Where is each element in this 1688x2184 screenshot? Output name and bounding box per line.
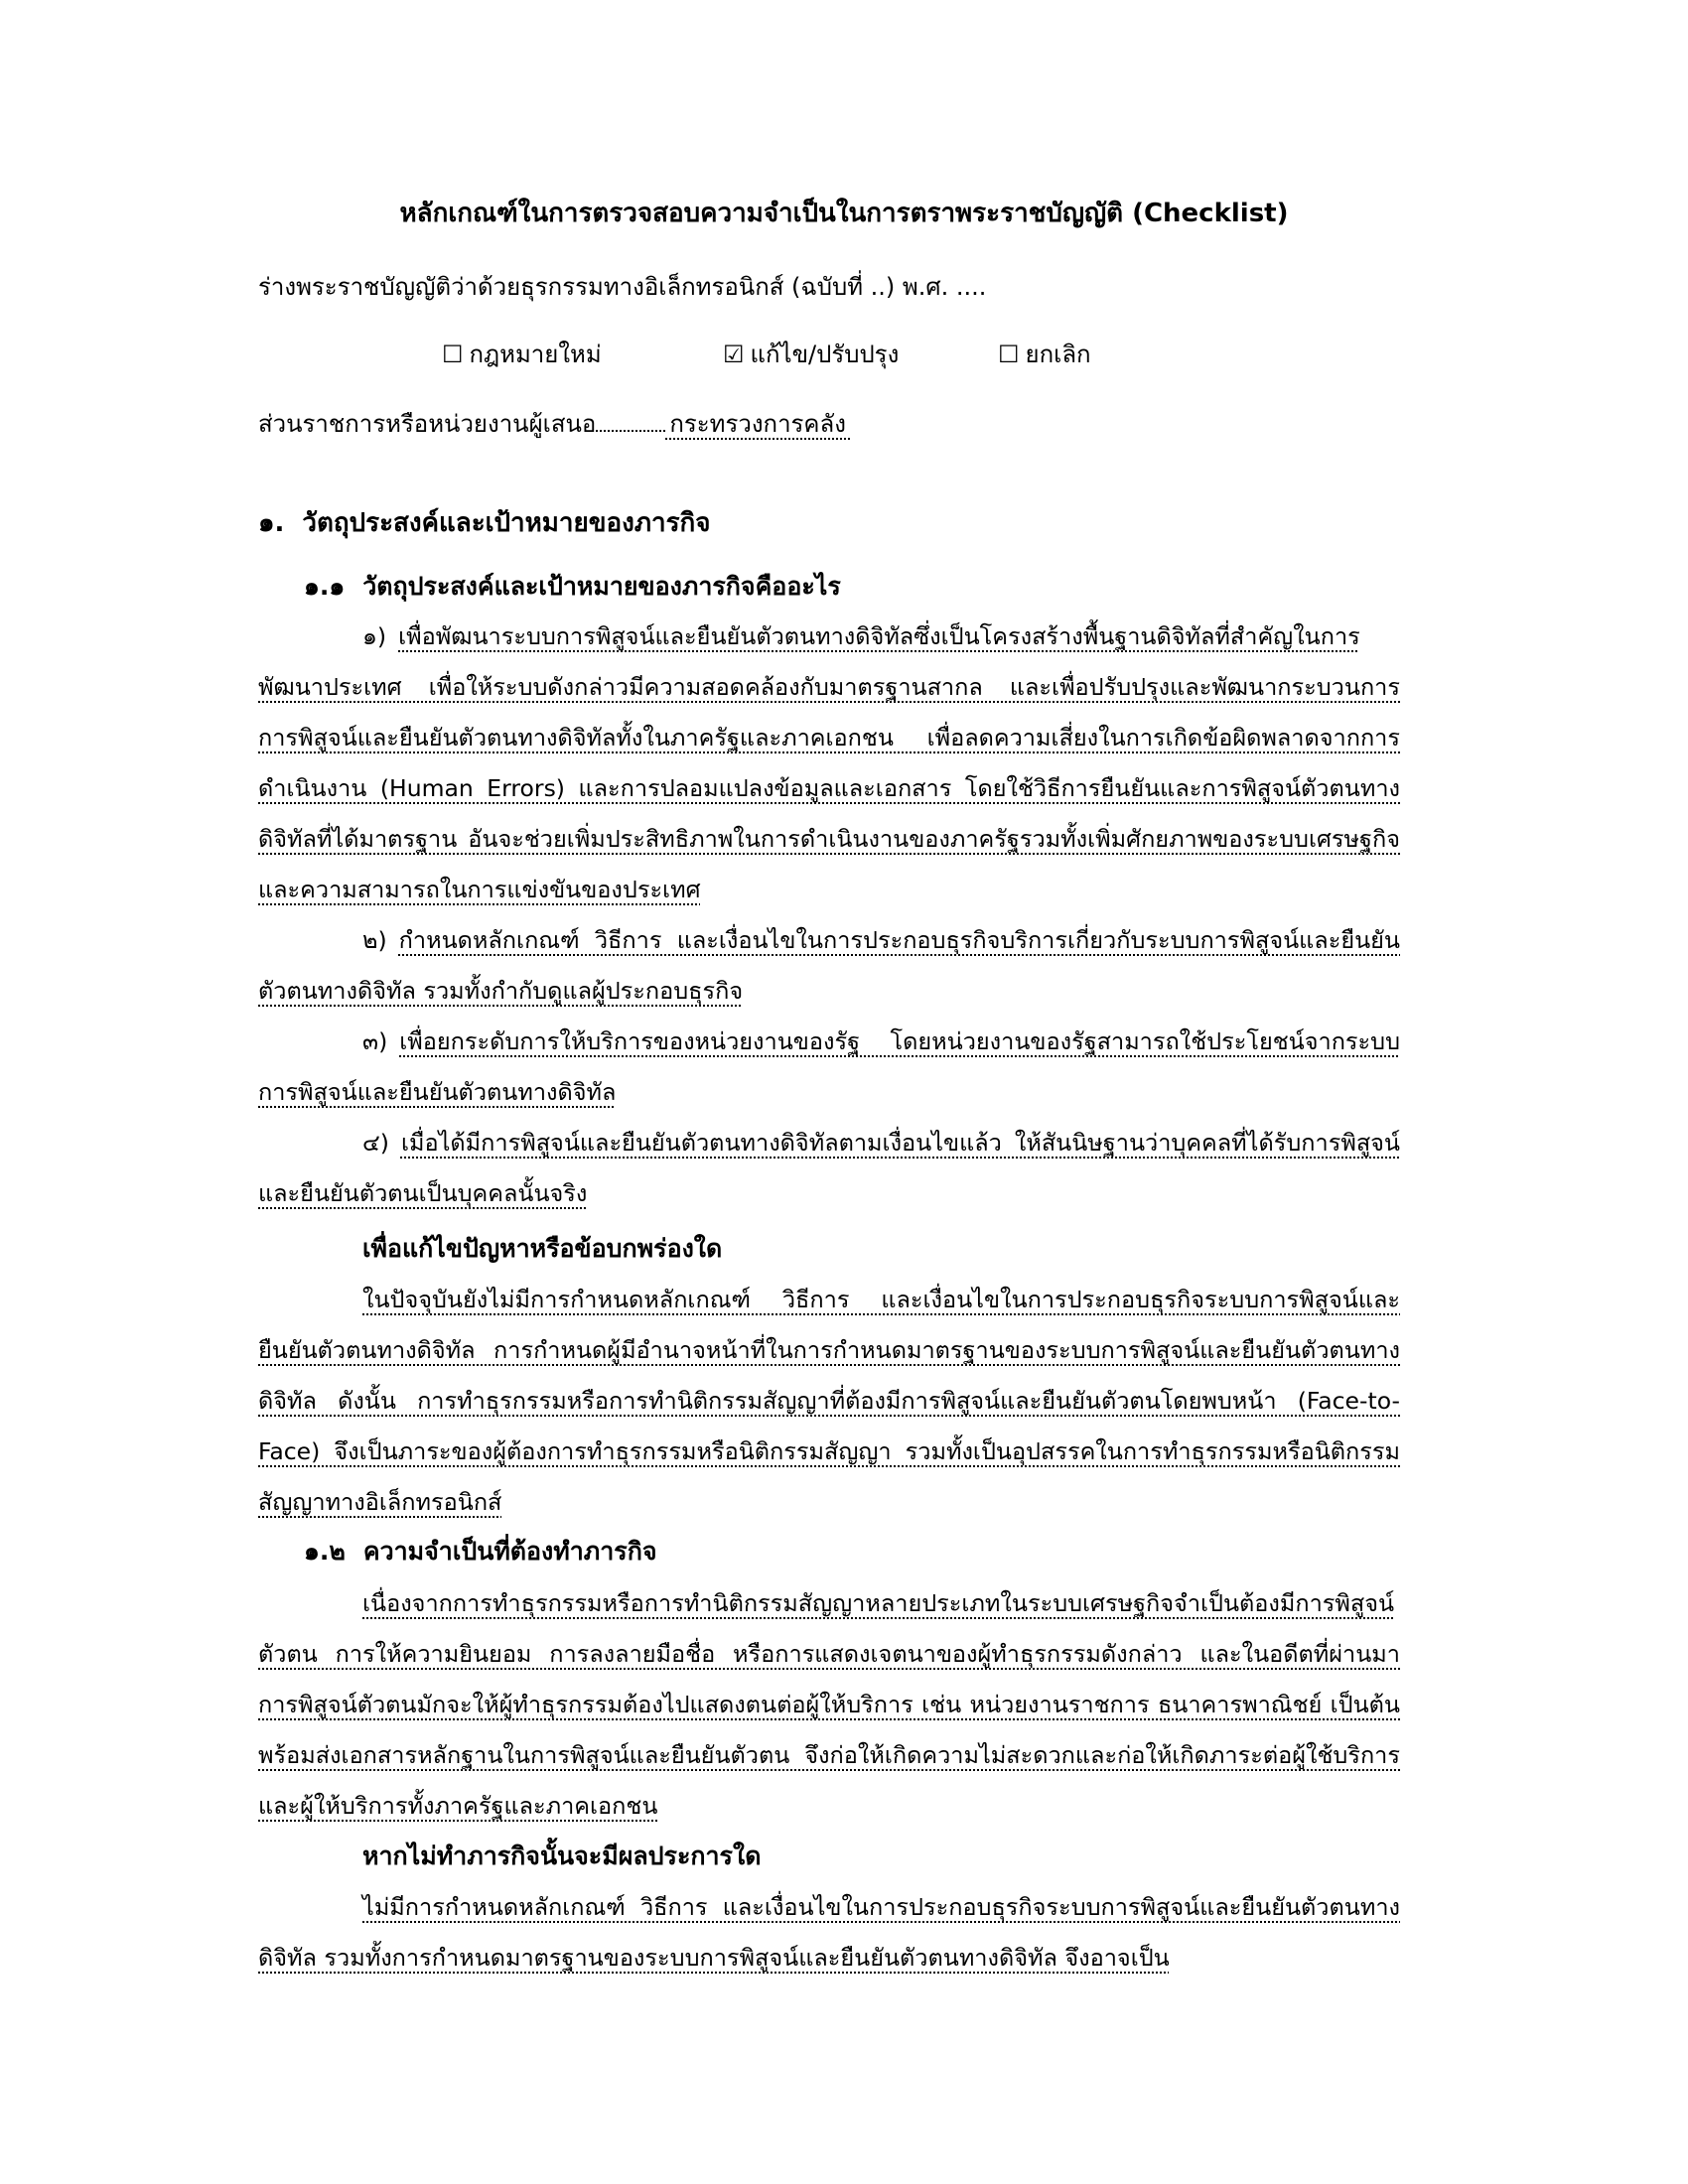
subsection-1-2-title: ความจำเป็นที่ต้องทำภารกิจ (362, 1537, 657, 1566)
proposer-value: กระทรวงการคลัง (665, 410, 850, 440)
objective-item-3 (258, 1017, 1400, 1118)
section-1-number: ๑. (258, 508, 285, 538)
checkbox-empty-icon: ☐ (998, 341, 1020, 368)
objective-item-2 (258, 915, 1400, 1017)
item-number: ๔) (362, 1129, 389, 1157)
objective-item-3-text: เพื่อยกระดับการให้บริการของหน่วยงานของรัฐ โดยหน่วยงานของรัฐสามารถใช้ประโยชน์จากระบบการพิสูจน์และยืนยันตัวตนทางดิจิทัล (258, 1027, 1400, 1106)
option-amend (723, 338, 899, 371)
objective-item-4-text: เมื่อได้มีการพิสูจน์และยืนยันตัวตนทางดิจิทัลตามเงื่อนไขแล้ว ให้สันนิษฐานว่าบุคคลที่ได้รับการพิสูจน์และยืนยันตัวตนเป็นบุคคลนั้นจริง (258, 1129, 1400, 1207)
subsection-1-2-number: ๑.๒ (304, 1537, 346, 1566)
proposer-label: ส่วนราชการหรือหน่วยงานผู้เสนอ (258, 410, 597, 438)
bill-name: ร่างพระราชบัญญัติว่าด้วยธุรกรรมทางอิเล็กทรอนิกส์ (ฉบับที่ ..) พ.ศ. .... (258, 273, 987, 301)
problem-heading: เพื่อแก้ไขปัญหาหรือข้อบกพร่องใด (362, 1234, 723, 1263)
subsection-1-1-heading (304, 569, 841, 605)
problem-paragraph (258, 1275, 1400, 1529)
subsection-1-2-heading (304, 1534, 657, 1570)
item-number: ๓) (362, 1027, 388, 1055)
item-number: ๑) (362, 622, 387, 650)
item-number: ๒) (362, 926, 387, 954)
subsection-1-1-number: ๑.๑ (304, 572, 346, 601)
option-amend-label: แก้ไข/ปรับปรุง (750, 341, 900, 368)
checkbox-checked-icon: ☑ (723, 341, 745, 368)
objective-item-1 (258, 612, 1400, 919)
option-repeal-label: ยกเลิก (1025, 341, 1091, 368)
consequence-text: ไม่มีการกำหนดหลักเกณฑ์ วิธีการ และเงื่อนไขในการประกอบธุรกิจระบบการพิสูจน์และยืนยันตัวตนทางดิจิทัล รวมทั้งการกำหนดมาตรฐานของระบบการพิสูจน์และยืนยันตัวตนทางดิจิทัล จึงอาจเป็น (258, 1893, 1400, 1972)
problem-text: ในปัจจุบันยังไม่มีการกำหนดหลักเกณฑ์ วิธีการ และเงื่อนไขในการประกอบธุรกิจระบบการพิสูจน์และยืนยันตัวตนทางดิจิทัล การกำหนดผู้มีอำนาจหน้าที่ในการกำหนดมาตรฐานของระบบการพิสูจน์และยืนยันตัวตนทางดิจิทัล ดังนั้น การทำธุรกรรมหรือการทำนิติกรรมสัญญาที่ต้องมีการพิสูจน์และยืนยันตัวตนโดยพบหน้า (Face-to-Face) จึงเป็นภาระของผู้ต้องการทำธุรกรรมหรือนิติกรรมสัญญา รวมทั้งเป็นอุปสรรคในการทำธุรกรรมหรือนิติกรรมสัญญาทางอิเล็กทรอนิกส์ (258, 1286, 1400, 1516)
consequence-paragraph (258, 1882, 1400, 1983)
objective-item-2-text: กำหนดหลักเกณฑ์ วิธีการ และเงื่อนไขในการประกอบธุรกิจบริการเกี่ยวกับระบบการพิสูจน์และยืนยันตัวตนทางดิจิทัล รวมทั้งกำกับดูแลผู้ประกอบธุรกิจ (258, 926, 1400, 1005)
section-1-heading (258, 502, 711, 543)
necessity-paragraph (258, 1578, 1400, 1833)
consequence-heading: หากไม่ทำภารกิจนั้นจะมีผลประการใด (362, 1842, 762, 1870)
subsection-1-1-title: วัตถุประสงค์และเป้าหมายของภารกิจคืออะไร (362, 572, 841, 601)
proposer-line (258, 407, 850, 441)
option-new-law-label: กฎหมายใหม่ (469, 341, 602, 368)
objective-item-4 (258, 1118, 1400, 1219)
necessity-text: เนื่องจากการทำธุรกรรมหรือการทำนิติกรรมสัญญาหลายประเภทในระบบเศรษฐกิจจำเป็นต้องมีการพิสูจน์ตัวตน การให้ความยินยอม การลงลายมือชื่อ หรือการแสดงเจตนาของผู้ทำธุรกรรมดังกล่าว และในอดีตที่ผ่านมา การพิสูจน์ตัวตนมักจะให้ผู้ทำธุรกรรมต้องไปแสดงตนต่อผู้ให้บริการ เช่น หน่วยงานราชการ ธนาคารพาณิชย์ เป็นต้น พร้อมส่งเอกสารหลักฐานในการพิสูจน์และยืนยันตัวตน จึงก่อให้เกิดความไม่สะดวกและก่อให้เกิดภาระต่อผู้ใช้บริการและผู้ให้บริการทั้งภาครัฐและภาคเอกชน (258, 1589, 1400, 1820)
dotted-leader (596, 410, 665, 432)
objective-item-1-text: เพื่อพัฒนาระบบการพิสูจน์และยืนยันตัวตนทางดิจิทัลซึ่งเป็นโครงสร้างพื้นฐานดิจิทัลที่สำคัญในการพัฒนาประเทศ เพื่อให้ระบบดังกล่าวมีความสอดคล้องกับมาตรฐานสากล และเพื่อปรับปรุงและพัฒนากระบวนการการพิสูจน์และยืนยันตัวตนทางดิจิทัลทั้งในภาครัฐและภาคเอกชน เพื่อลดความเสี่ยงในการเกิดข้อผิดพลาดจากการดำเนินงาน (Human Errors) และการปลอมแปลงข้อมูลและเอกสาร โดยใช้วิธีการยืนยันและการพิสูจน์ตัวตนทางดิจิทัลที่ได้มาตรฐาน อันจะช่วยเพิ่มประสิทธิภาพในการดำเนินงานของภาครัฐรวมทั้งเพิ่มศักยภาพของระบบเศรษฐกิจและความสามารถในการแข่งขันของประเทศ (258, 622, 1400, 903)
option-new-law (442, 338, 602, 371)
option-repeal (998, 338, 1091, 371)
document-title: หลักเกณฑ์ในการตรวจสอบความจำเป็นในการตราพระราชบัญญัติ (Checklist) (399, 199, 1289, 228)
section-1-title: วัตถุประสงค์และเป้าหมายของภารกิจ (302, 508, 711, 538)
checkbox-empty-icon: ☐ (442, 341, 464, 368)
